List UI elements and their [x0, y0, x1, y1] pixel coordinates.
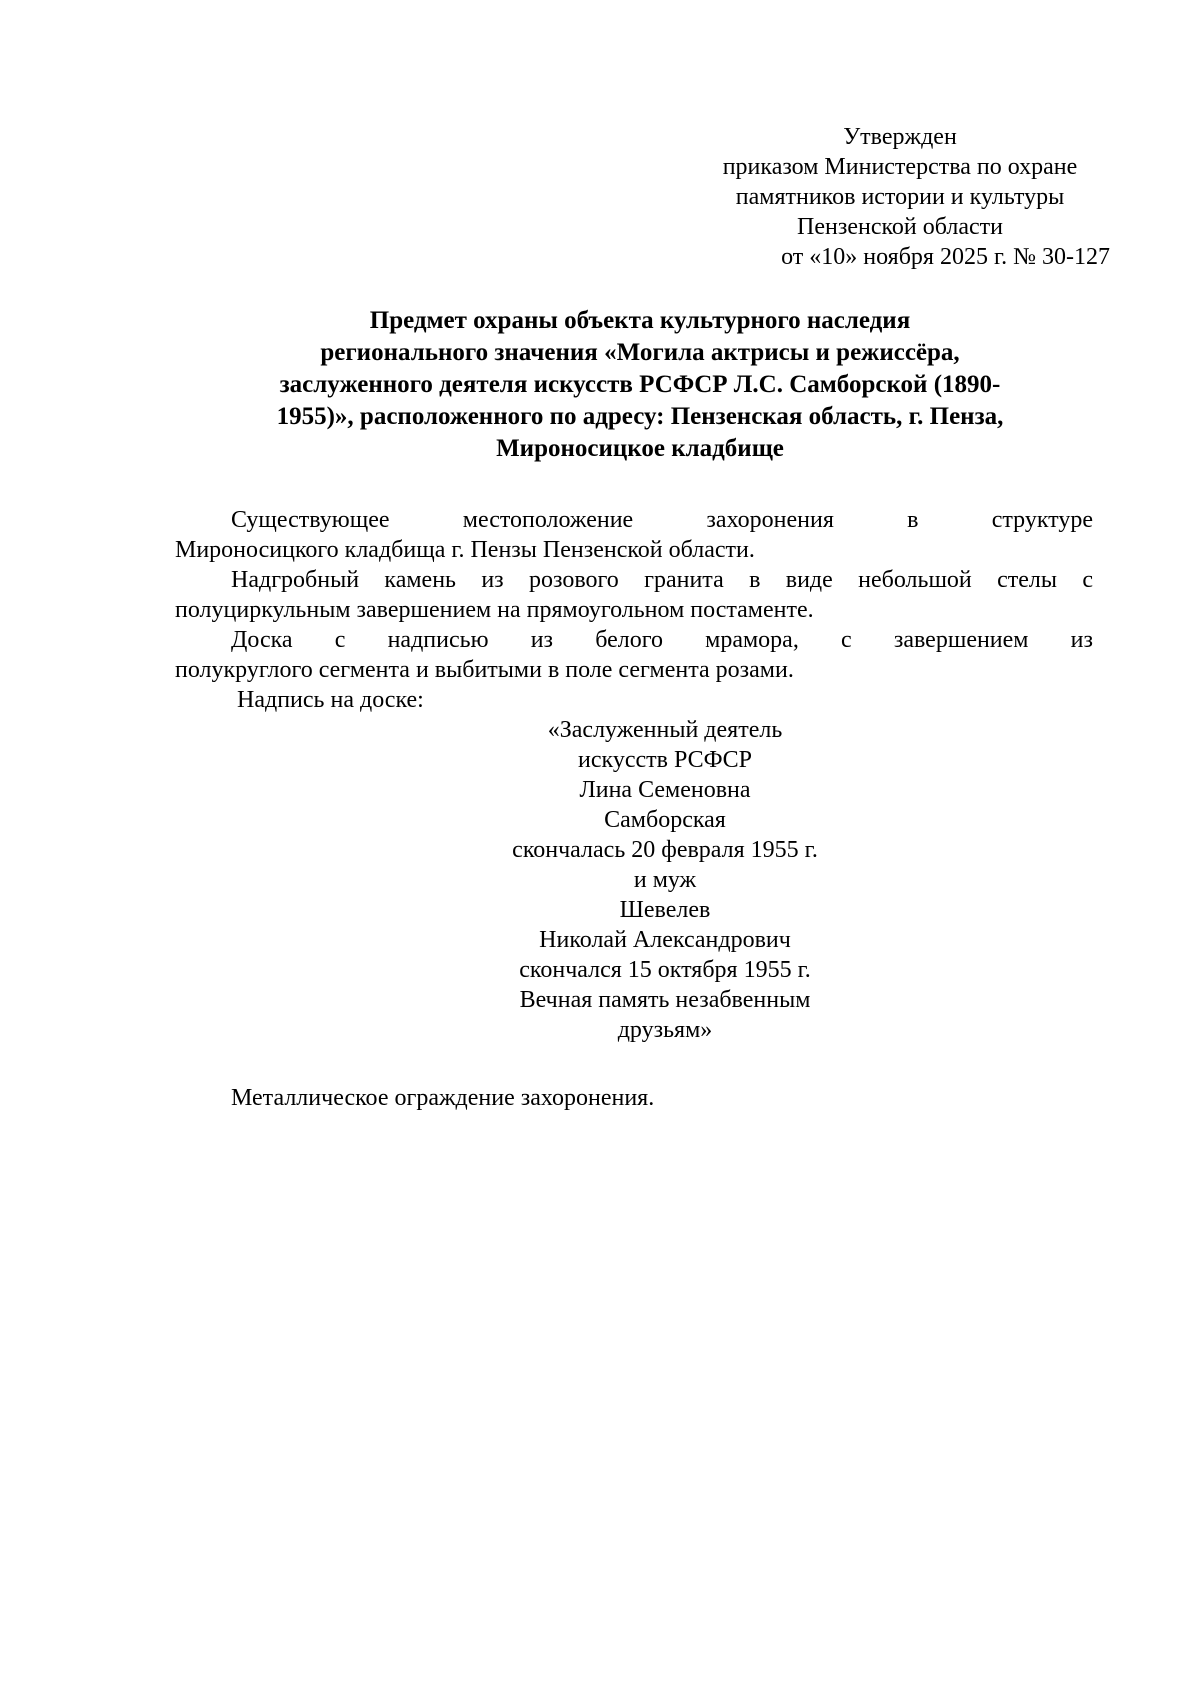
approval-line: Пензенской области — [797, 214, 1003, 240]
plaque-inscription — [455, 715, 875, 1045]
inscription-line: искусств РСФСР — [578, 747, 752, 773]
title-line: 1955)», расположенного по адресу: Пензенская область, г. Пенза, — [276, 403, 1004, 430]
inscription-line: «Заслуженный деятель — [547, 717, 783, 743]
location-paragraph-line1: Существующее местоположение захоронения в структуре — [231, 507, 1093, 533]
plaque-paragraph-line1: Доска с надписью из белого мрамора, с завершением из — [231, 627, 1093, 653]
stone-paragraph-line1: Надгробный камень из розового гранита в виде небольшой стелы с — [231, 567, 1093, 593]
inscription-line: Самборская — [604, 807, 726, 833]
inscription-line: скончался 15 октября 1955 г. — [519, 957, 811, 983]
inscription-line: друзьям» — [617, 1017, 713, 1043]
inscription-line: и муж — [633, 867, 697, 893]
approval-stamp — [690, 122, 1110, 272]
inscription-line: Лина Семеновна — [579, 777, 751, 803]
document-body — [175, 505, 1093, 1113]
approval-line: приказом Министерства по охране — [722, 154, 1078, 180]
title-line: Предмет охраны объекта культурного наследия — [369, 307, 911, 334]
document-title — [200, 305, 1080, 465]
stone-paragraph-line2: полуциркульным завершением на прямоугольном постаменте. — [175, 597, 814, 623]
inscription-line: Николай Александрович — [539, 927, 791, 953]
inscription-line: скончалась 20 февраля 1955 г. — [512, 837, 818, 863]
approval-line: Утвержден — [843, 124, 957, 150]
inscription-line: Вечная память незабвенным — [519, 987, 811, 1013]
approval-order-number: от «10» ноября 2025 г. № 30-127 — [781, 244, 1110, 270]
plaque-paragraph-line2: полукруглого сегмента и выбитыми в поле сегмента розами. — [175, 657, 794, 683]
location-paragraph-line2: Мироносицкого кладбища г. Пензы Пензенской области. — [175, 537, 755, 563]
fence-paragraph: Металлическое ограждение захоронения. — [231, 1085, 655, 1111]
title-line: заслуженного деятеля искусств РСФСР Л.С. Самборской (1890- — [279, 371, 1001, 398]
inscription-label: Надпись на доске: — [237, 687, 424, 713]
approval-line: памятников истории и культуры — [735, 184, 1065, 210]
inscription-line: Шевелев — [619, 897, 711, 923]
title-line: регионального значения «Могила актрисы и режиссёра, — [320, 339, 960, 366]
title-line: Мироносицкое кладбище — [496, 435, 784, 462]
